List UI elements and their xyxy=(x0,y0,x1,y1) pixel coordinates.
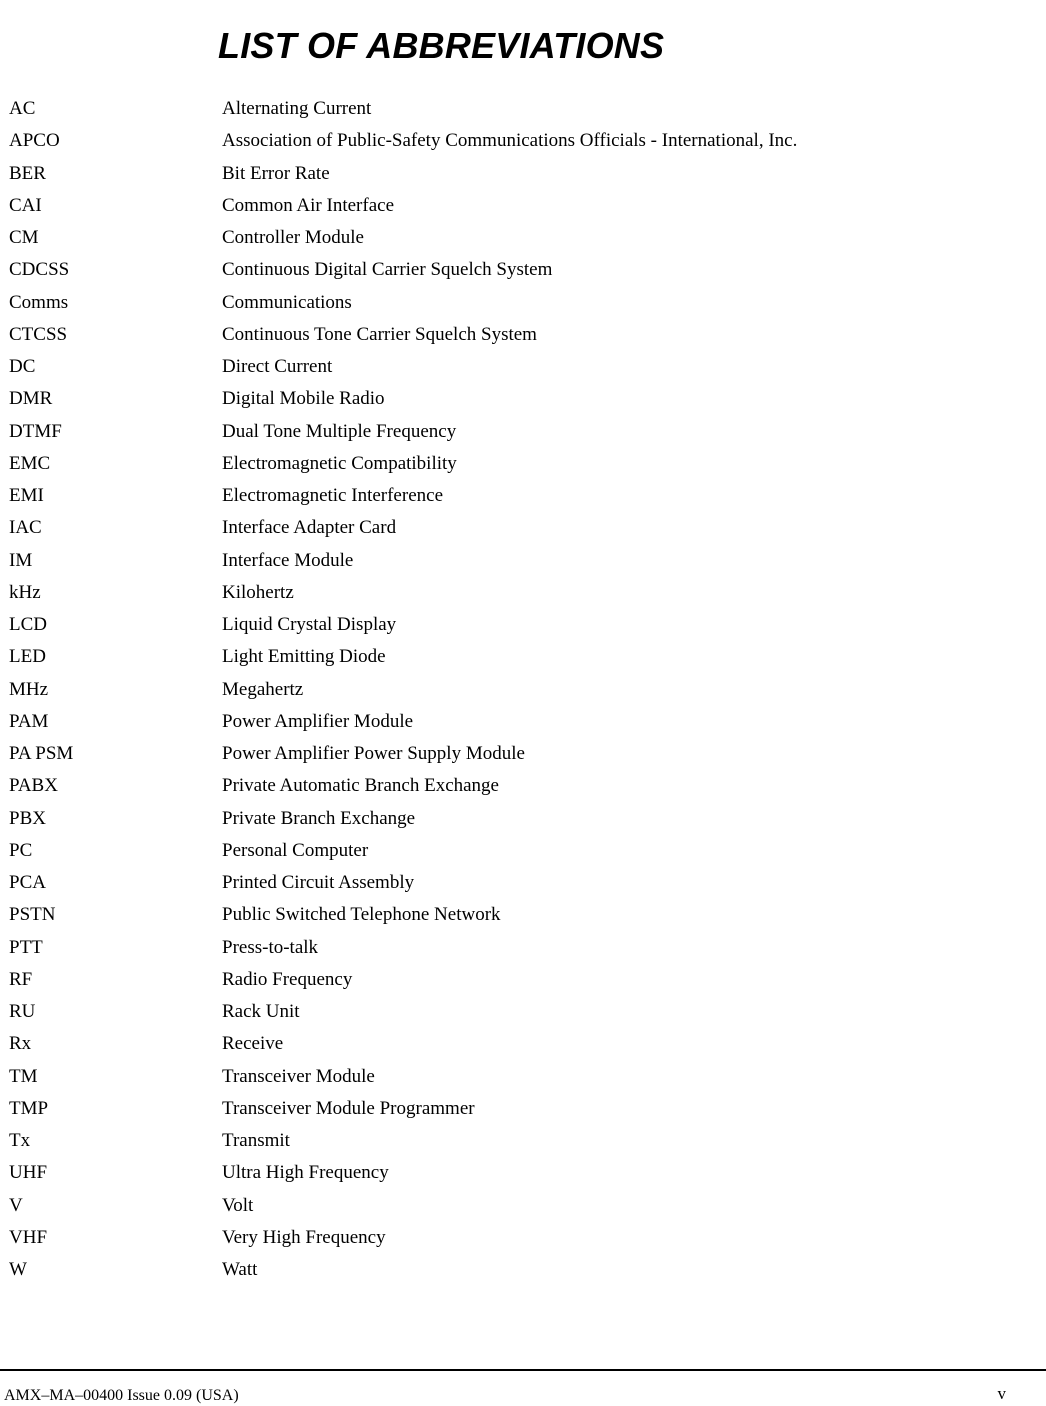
abbreviation-row xyxy=(0,480,1046,512)
abbreviation-definition: Direct Current xyxy=(222,356,333,378)
abbreviation-term: APCO xyxy=(9,130,60,152)
abbreviation-term: PC xyxy=(9,839,33,861)
footer-document-id: AMX–MA–00400 Issue 0.09 (USA) xyxy=(4,1387,239,1404)
abbreviation-term: EMI xyxy=(9,485,44,507)
abbreviation-definition: Communications xyxy=(222,291,352,313)
abbreviation-row xyxy=(0,674,1046,706)
abbreviation-term: W xyxy=(9,1259,27,1281)
abbreviation-definition: Printed Circuit Assembly xyxy=(222,872,415,894)
abbreviation-row xyxy=(0,1254,1046,1286)
abbreviation-row xyxy=(0,996,1046,1028)
abbreviation-row xyxy=(0,545,1046,577)
abbreviation-term: PABX xyxy=(9,775,58,797)
abbreviation-row xyxy=(0,609,1046,641)
abbreviation-term: CTCSS xyxy=(9,323,68,345)
abbreviation-term: LED xyxy=(9,646,46,668)
abbreviation-term: DC xyxy=(9,356,36,378)
abbreviation-row xyxy=(0,835,1046,867)
abbreviation-term: EMC xyxy=(9,452,51,474)
abbreviation-row xyxy=(0,1157,1046,1189)
abbreviation-term: PSTN xyxy=(9,904,56,926)
abbreviation-term: Rx xyxy=(9,1033,32,1055)
abbreviation-row xyxy=(0,932,1046,964)
abbreviation-row xyxy=(0,1028,1046,1060)
abbreviation-definition: Liquid Crystal Display xyxy=(222,614,397,636)
footer-page-number: v xyxy=(997,1384,1006,1403)
abbreviation-term: kHz xyxy=(9,581,41,603)
abbreviation-term: UHF xyxy=(9,1162,48,1184)
abbreviation-row xyxy=(0,738,1046,770)
abbreviation-definition: Private Automatic Branch Exchange xyxy=(222,775,499,797)
abbreviation-term: V xyxy=(9,1194,23,1216)
abbreviation-definition: Electromagnetic Interference xyxy=(222,485,443,507)
abbreviation-row xyxy=(0,803,1046,835)
abbreviation-term: Comms xyxy=(9,291,69,313)
abbreviation-term: CDCSS xyxy=(9,259,70,281)
abbreviation-definition: Bit Error Rate xyxy=(222,162,330,184)
abbreviation-row xyxy=(0,158,1046,190)
abbreviation-row xyxy=(0,1061,1046,1093)
abbreviation-definition: Continuous Digital Carrier Squelch System xyxy=(222,259,553,281)
abbreviation-term: PCA xyxy=(9,872,46,894)
abbreviation-row xyxy=(0,190,1046,222)
abbreviation-row xyxy=(0,319,1046,351)
abbreviation-definition: Association of Public-Safety Communications Officials - International, Inc. xyxy=(222,130,798,152)
abbreviation-definition: Watt xyxy=(222,1259,258,1281)
abbreviation-row xyxy=(0,448,1046,480)
abbreviation-term: MHz xyxy=(9,678,49,700)
abbreviation-row xyxy=(0,1190,1046,1222)
abbreviation-definition: Kilohertz xyxy=(222,581,294,603)
abbreviation-definition: Interface Adapter Card xyxy=(222,517,397,539)
abbreviation-list xyxy=(0,93,1046,1286)
abbreviation-definition: Private Branch Exchange xyxy=(222,807,416,829)
abbreviation-row xyxy=(0,351,1046,383)
abbreviation-definition: Controller Module xyxy=(222,227,364,249)
abbreviation-term: PBX xyxy=(9,807,46,829)
abbreviation-row xyxy=(0,254,1046,286)
abbreviation-definition: Very High Frequency xyxy=(222,1226,386,1248)
abbreviation-term: DMR xyxy=(9,388,53,410)
abbreviation-row xyxy=(0,867,1046,899)
abbreviation-term: RU xyxy=(9,1001,36,1023)
abbreviation-term: RF xyxy=(9,968,33,990)
abbreviation-row xyxy=(0,899,1046,931)
abbreviation-row xyxy=(0,93,1046,125)
abbreviation-term: PTT xyxy=(9,936,43,958)
abbreviation-term: CAI xyxy=(9,194,42,216)
abbreviation-definition: Light Emitting Diode xyxy=(222,646,386,668)
abbreviation-row xyxy=(0,706,1046,738)
abbreviation-definition: Digital Mobile Radio xyxy=(222,388,385,410)
abbreviation-row xyxy=(0,1222,1046,1254)
abbreviation-row xyxy=(0,512,1046,544)
abbreviation-definition: Receive xyxy=(222,1033,284,1055)
abbreviation-term: IM xyxy=(9,549,33,571)
abbreviation-term: Tx xyxy=(9,1130,31,1152)
page-title: LIST OF ABBREVIATIONS xyxy=(218,25,665,66)
abbreviation-term: IAC xyxy=(9,517,42,539)
abbreviation-row xyxy=(0,383,1046,415)
abbreviation-term: DTMF xyxy=(9,420,62,442)
abbreviation-row xyxy=(0,964,1046,996)
abbreviation-term: AC xyxy=(9,98,36,120)
abbreviation-definition: Radio Frequency xyxy=(222,968,353,990)
abbreviation-definition: Press-to-talk xyxy=(222,936,319,958)
abbreviation-term: PAM xyxy=(9,710,49,732)
abbreviation-definition: Power Amplifier Power Supply Module xyxy=(222,743,525,765)
abbreviation-definition: Transceiver Module Programmer xyxy=(222,1097,475,1119)
abbreviation-definition: Interface Module xyxy=(222,549,354,571)
abbreviation-definition: Common Air Interface xyxy=(222,194,395,216)
abbreviation-term: LCD xyxy=(9,614,47,636)
abbreviation-definition: Alternating Current xyxy=(222,98,372,120)
abbreviation-row xyxy=(0,770,1046,802)
abbreviation-row xyxy=(0,641,1046,673)
abbreviation-row xyxy=(0,1093,1046,1125)
abbreviation-definition: Transceiver Module xyxy=(222,1065,375,1087)
abbreviation-term: VHF xyxy=(9,1226,48,1248)
abbreviation-term: TM xyxy=(9,1065,38,1087)
abbreviation-term: CM xyxy=(9,227,39,249)
abbreviation-definition: Volt xyxy=(222,1194,254,1216)
abbreviation-definition: Public Switched Telephone Network xyxy=(222,904,501,926)
abbreviation-term: PA PSM xyxy=(9,743,74,765)
abbreviation-definition: Personal Computer xyxy=(222,839,369,861)
abbreviation-definition: Rack Unit xyxy=(222,1001,300,1023)
abbreviation-row xyxy=(0,125,1046,157)
abbreviation-definition: Continuous Tone Carrier Squelch System xyxy=(222,323,537,345)
abbreviation-term: BER xyxy=(9,162,46,184)
abbreviation-definition: Dual Tone Multiple Frequency xyxy=(222,420,457,442)
abbreviation-definition: Power Amplifier Module xyxy=(222,710,414,732)
abbreviation-definition: Electromagnetic Compatibility xyxy=(222,452,457,474)
abbreviation-row xyxy=(0,222,1046,254)
abbreviation-term: TMP xyxy=(9,1097,49,1119)
abbreviation-row xyxy=(0,577,1046,609)
abbreviation-row xyxy=(0,287,1046,319)
footer-divider xyxy=(0,1369,1046,1371)
abbreviation-definition: Megahertz xyxy=(222,678,304,700)
abbreviation-definition: Ultra High Frequency xyxy=(222,1162,389,1184)
abbreviation-row xyxy=(0,1125,1046,1157)
abbreviation-row xyxy=(0,416,1046,448)
abbreviation-definition: Transmit xyxy=(222,1130,290,1152)
